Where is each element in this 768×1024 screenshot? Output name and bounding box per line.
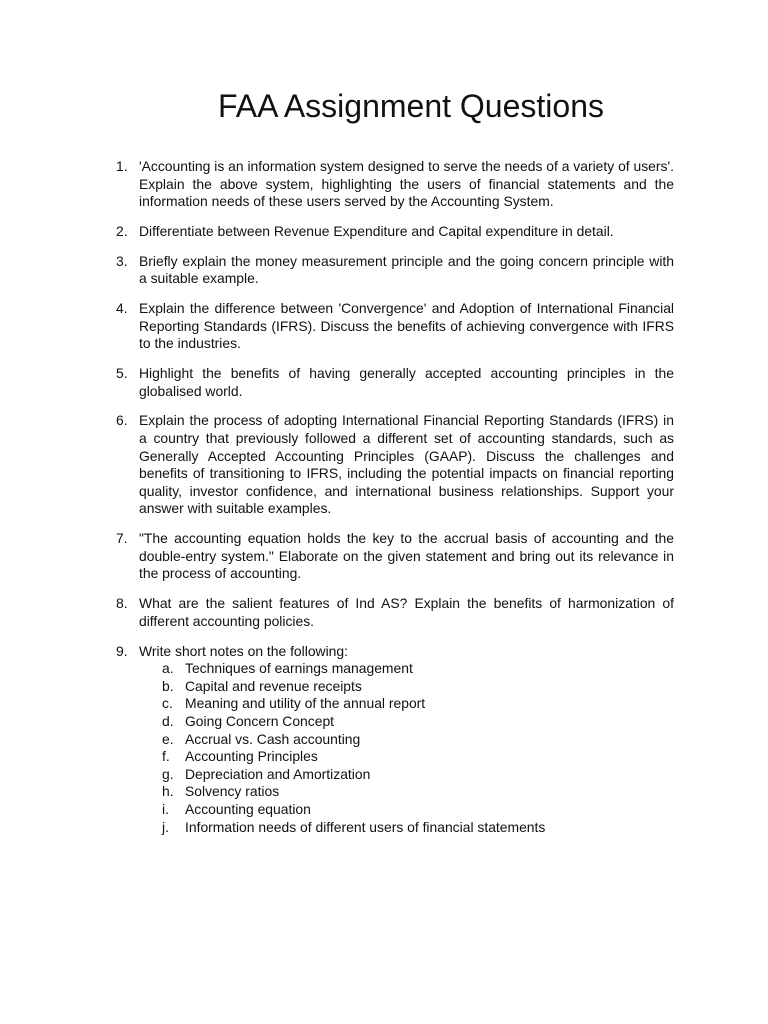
short-note-item (139, 801, 674, 819)
question-item (110, 530, 674, 583)
short-note-letter: e. (162, 730, 174, 747)
short-note-text: Accounting Principles (185, 748, 318, 765)
question-item (110, 223, 674, 241)
question-item (110, 412, 674, 518)
question-item (110, 158, 674, 211)
short-note-letter: d. (162, 712, 174, 729)
question-list (110, 158, 674, 848)
question-number: 7. (116, 530, 128, 547)
short-note-text: Techniques of earnings management (185, 660, 413, 677)
question-item (110, 365, 674, 400)
question-item (110, 595, 674, 630)
question-text: Explain the process of adopting International Financial Reporting Standards (IFRS) in a country that previously followed a different set of accounting standards, such as Generally Accepted Accounting Principles (GAAP). Discuss the challenges and benefits of transitioning to IFRS, including the potential impacts on financial reporting quality, investor confidence, and international business relationships. Support your answer with suitable examples. (139, 412, 674, 517)
question-number: 9. (116, 642, 128, 659)
question-number: 1. (116, 158, 128, 174)
short-note-item (139, 731, 674, 749)
short-note-text: Depreciation and Amortization (185, 765, 371, 782)
short-note-text: Accrual vs. Cash accounting (185, 730, 361, 747)
short-note-letter: b. (162, 677, 174, 694)
question-text: Write short notes on the following: (139, 642, 348, 659)
short-note-item (139, 783, 674, 801)
short-note-letter: a. (162, 660, 174, 677)
question-text: What are the salient features of Ind AS? Explain the benefits of harmonization of different accounting policies. (139, 595, 674, 629)
short-note-letter: c. (162, 695, 173, 712)
short-notes-list (139, 660, 674, 836)
short-note-text: Accounting equation (185, 800, 311, 817)
short-note-letter: g. (162, 765, 174, 782)
question-text: 'Accounting is an information system designed to serve the needs of a variety of users'. Explain the above system, highlighting the users of financial statements and the information needs of these users served by the Accounting System. (139, 158, 674, 210)
short-note-letter: i. (162, 800, 169, 817)
short-note-item (139, 748, 674, 766)
question-text: Differentiate between Revenue Expenditure and Capital expenditure in detail. (139, 222, 614, 239)
short-note-item (139, 695, 674, 713)
short-note-item (139, 660, 674, 678)
question-number: 6. (116, 412, 128, 429)
short-note-item (139, 819, 674, 837)
question-item (110, 300, 674, 353)
short-note-item (139, 766, 674, 784)
short-note-letter: f. (162, 748, 170, 765)
question-text: "The accounting equation holds the key to the accrual basis of accounting and the double-entry system." Elaborate on the given statement and bring out its relevance in the process of accounting. (139, 530, 674, 582)
question-number: 8. (116, 595, 128, 612)
short-note-letter: h. (162, 783, 174, 800)
short-note-text: Going Concern Concept (185, 712, 335, 729)
short-note-letter: j. (162, 818, 169, 835)
question-text: Briefly explain the money measurement principle and the going concern principle with a suitable example. (139, 252, 674, 287)
short-note-text: Meaning and utility of the annual report (185, 695, 426, 712)
short-note-text: Information needs of different users of financial statements (185, 818, 546, 835)
question-number: 4. (116, 300, 128, 317)
question-text: Explain the difference between 'Convergence' and Adoption of International Financial Reporting Standards (IFRS). Discuss the benefits of achieving convergence with IFRS to the industries. (139, 300, 674, 352)
question-number: 3. (116, 252, 128, 269)
short-note-item (139, 713, 674, 731)
question-number: 2. (116, 222, 128, 239)
short-note-text: Solvency ratios (185, 783, 280, 800)
document-title: FAA Assignment Questions (218, 88, 604, 124)
short-note-item (139, 678, 674, 696)
short-note-text: Capital and revenue receipts (185, 677, 362, 694)
question-item (110, 643, 674, 837)
question-item (110, 253, 674, 288)
question-text: Highlight the benefits of having generally accepted accounting principles in the globalised world. (139, 365, 674, 399)
question-body (139, 643, 674, 837)
question-number: 5. (116, 365, 128, 382)
